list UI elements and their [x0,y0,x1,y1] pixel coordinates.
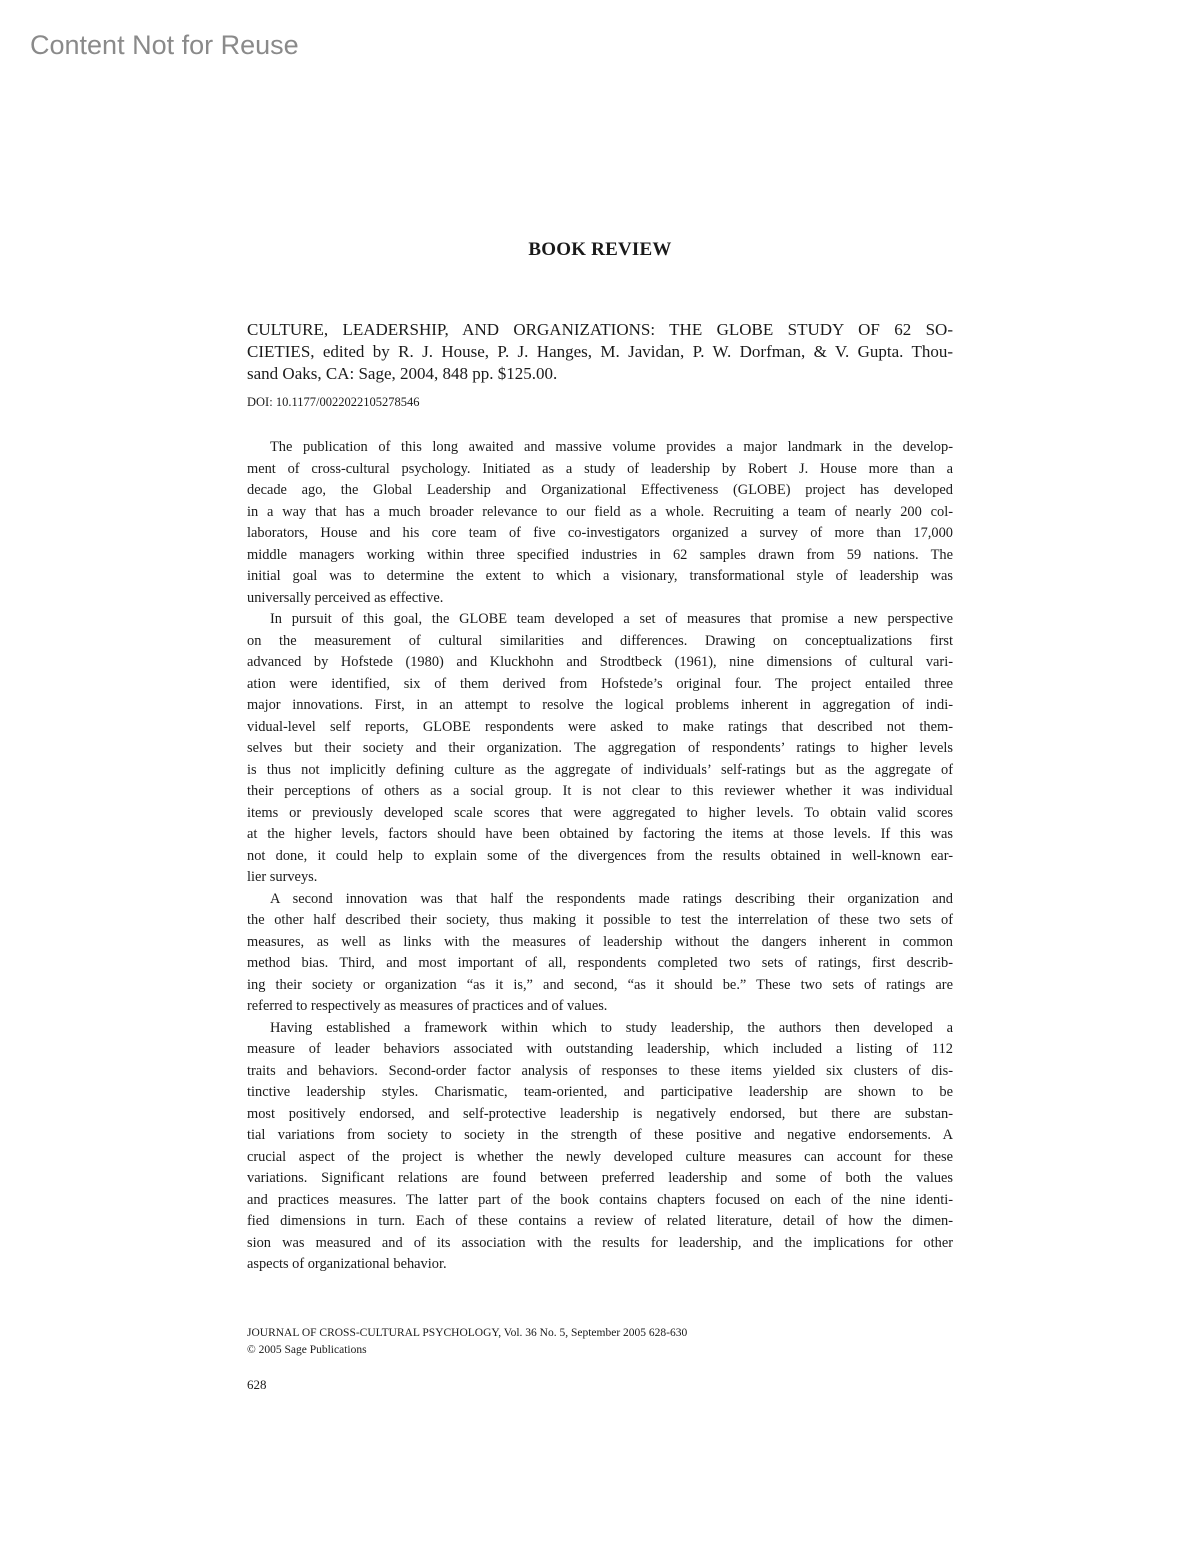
text-line: In pursuit of this goal, the GLOBE team developed a set of measures that promise a new perspective [270,611,953,627]
text-line: decade ago, the Global Leadership and Organizational Effectiveness (GLOBE) project has developed [247,482,953,498]
text-line: laborators, House and his core team of five co-investigators organized a survey of more than 17,000 [247,525,953,541]
citation-line: sand Oaks, CA: Sage, 2004, 848 pp. $125.00. [247,364,558,383]
paragraph [247,889,953,1018]
text-line: ing their society or organization “as it is,” and second, “as it should be.” These two sets of ratings are [247,976,953,993]
text-line: The publication of this long awaited and massive volume provides a major landmark in the develop- [270,439,953,455]
text-line: fied dimensions in turn. Each of these contains a review of related literature, detail of how the dimen- [247,1213,953,1229]
text-line: tial variations from society to society in the strength of these positive and negative endorsements. A [247,1127,953,1143]
text-line: sion was measured and of its association with the results for leadership, and the implications for other [247,1234,953,1251]
text-line: variations. Significant relations are found between preferred leadership and some of both the values [247,1170,953,1186]
citation-line: CIETIES, edited by R. J. House, P. J. Hanges, M. Javidan, P. W. Dorfman, & V. Gupta. Thou- [247,342,953,361]
text-line: lier surveys. [247,869,318,885]
text-line: and practices measures. The latter part of the book contains chapters focused on each of the nine identi- [247,1191,953,1208]
text-line: vidual-level self reports, GLOBE respondents were asked to make ratings that described not them- [247,718,953,735]
paragraph [247,437,953,609]
copyright: © 2005 Sage Publications [247,1344,367,1356]
text-line: selves but their society and their organization. The aggregation of respondents’ ratings to higher levels [247,740,953,756]
text-line: on the measurement of cultural similarities and differences. Drawing on conceptualizations first [247,632,953,649]
journal-info: JOURNAL OF CROSS-CULTURAL PSYCHOLOGY, Vol. 36 No. 5, September 2005 628-630 [247,1327,688,1339]
text-line: referred to respectively as measures of practices and of values. [247,998,608,1014]
text-line: measure of leader behaviors associated with outstanding leadership, which included a listing of 112 [247,1041,953,1057]
doi: DOI: 10.1177/0022022105278546 [247,395,420,409]
text-line: items or previously developed scale scores that were aggregated to higher levels. To obtain valid scores [247,804,953,821]
text-line: A second innovation was that half the respondents made ratings describing their organization and [270,890,953,907]
text-line: not done, it could help to explain some of the divergences from the results obtained in well-known ear- [247,847,953,864]
text-line: measures, as well as links with the measures of leadership without the dangers inherent in common [247,933,953,950]
text-line: is thus not implicitly defining culture as the aggregate of individuals’ self-ratings but as the aggregate of [247,761,953,778]
text-line: initial goal was to determine the extent to which a visionary, transformational style of leadership was [247,568,953,584]
text-line: their perceptions of others as a social group. It is not clear to this reviewer whether it was individual [247,783,953,799]
watermark: Content Not for Reuse [30,30,299,60]
text-line: aspects of organizational behavior. [247,1256,447,1272]
paragraph [247,609,953,889]
page-number: 628 [247,1377,267,1392]
text-line: traits and behaviors. Second-order factor analysis of responses to these items yielded six clusters of dis- [247,1062,953,1079]
text-line: ation were identified, six of them derived from Hofstede’s original four. The project entailed three [247,675,953,692]
text-line: the other half described their society, thus making it possible to test the interrelation of these two sets of [247,912,953,928]
text-line: ment of cross-cultural psychology. Initiated as a study of leadership by Robert J. House more than a [247,460,953,477]
review-body [247,437,953,1276]
text-line: crucial aspect of the project is whether the newly developed culture measures can account for these [247,1148,953,1165]
text-line: Having established a framework within which to study leadership, the authors then developed a [270,1019,953,1036]
text-line: most positively endorsed, and self-protective leadership is negatively endorsed, but there are substan- [247,1105,953,1122]
citation-line: CULTURE, LEADERSHIP, AND ORGANIZATIONS: THE GLOBE STUDY OF 62 SO- [247,320,953,339]
text-line: tinctive leadership styles. Charismatic, team-oriented, and participative leadership are shown to be [247,1084,953,1100]
text-line: major innovations. First, in an attempt to resolve the logical problems inherent in aggregation of indi- [247,697,953,713]
section-heading: BOOK REVIEW [528,239,672,260]
text-line: advanced by Hofstede (1980) and Kluckhohn and Strodtbeck (1961), nine dimensions of cultural vari- [247,654,953,670]
text-line: method bias. Third, and most important of all, respondents completed two sets of ratings, first describ- [247,955,953,971]
text-line: middle managers working within three specified industries in 62 samples drawn from 59 nations. The [247,546,953,563]
text-line: universally perceived as effective. [247,589,444,606]
paragraph [247,1018,953,1276]
text-line: at the higher levels, factors should have been obtained by factoring the items at those levels. If this was [247,826,953,842]
journal-footer [247,1325,687,1359]
book-citation [247,319,953,385]
text-line: in a way that has a much broader relevance to our field as a whole. Recruiting a team of nearly 200 col- [247,503,953,520]
